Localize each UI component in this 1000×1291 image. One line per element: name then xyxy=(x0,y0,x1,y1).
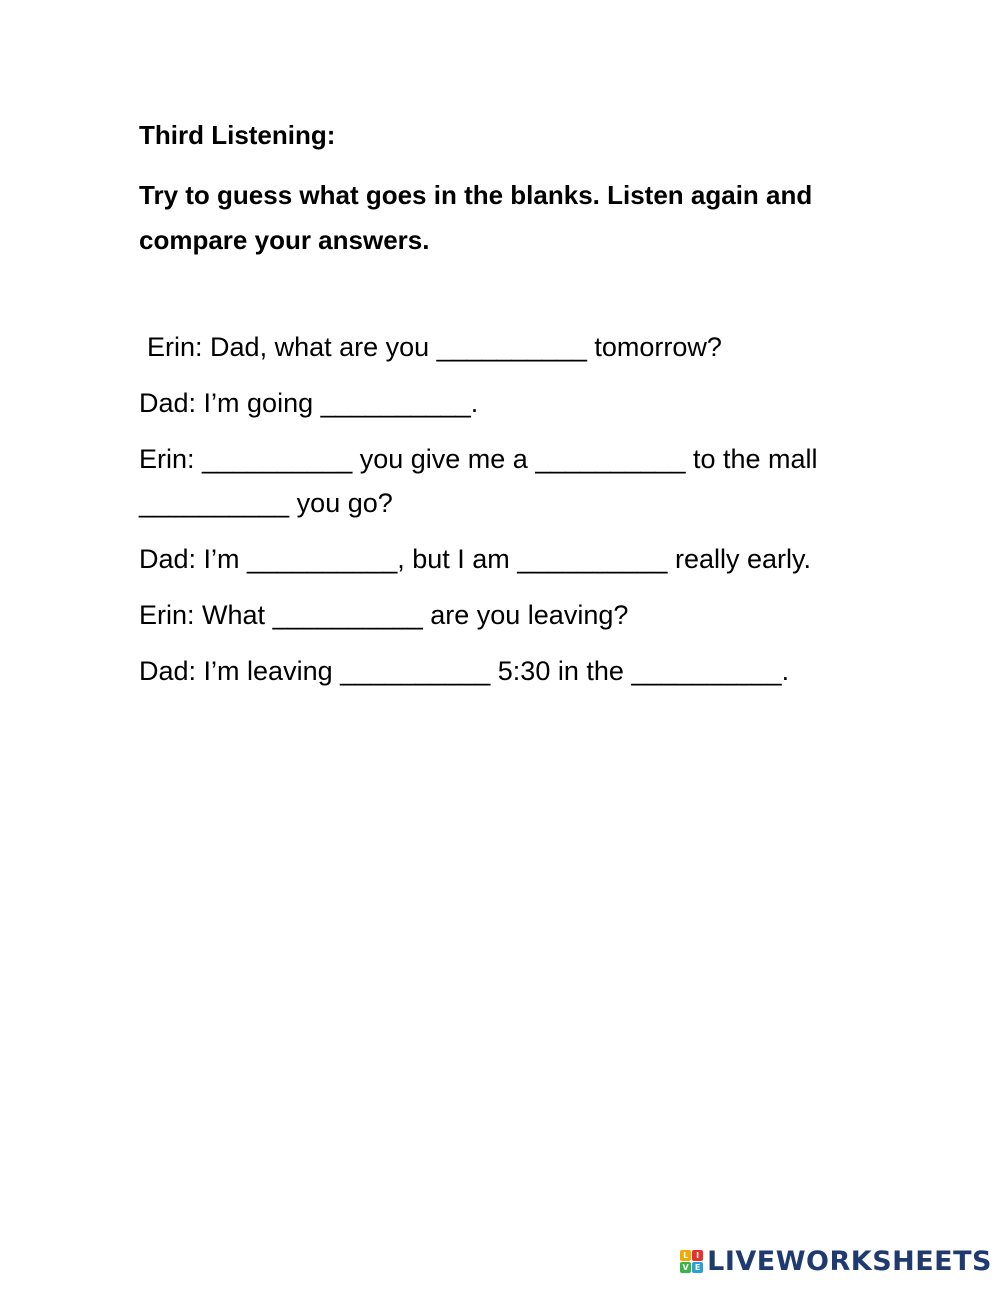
dialogue-text: tomorrow? xyxy=(586,332,722,362)
answer-blank[interactable]: __________ xyxy=(139,488,290,518)
answer-blank[interactable]: __________ xyxy=(340,656,491,686)
dialogue-list xyxy=(139,325,859,705)
dialogue-text: to the mall xyxy=(685,444,818,474)
speaker-label: Dad: xyxy=(139,388,197,418)
dialogue-line-4 xyxy=(139,537,859,581)
instructions-text: Try to guess what goes in the blanks. Listen again and compare your answers. xyxy=(139,180,813,255)
speaker-label: Dad: xyxy=(139,656,197,686)
answer-blank[interactable]: __________ xyxy=(517,544,668,574)
logo-squares-icon xyxy=(680,1250,703,1273)
logo-square: L xyxy=(680,1250,691,1261)
dialogue-line-3 xyxy=(139,437,859,525)
speaker-label: Dad: xyxy=(139,544,197,574)
dialogue-text: I’m leaving xyxy=(196,656,341,686)
answer-blank[interactable]: __________ xyxy=(631,656,782,686)
answer-blank[interactable]: __________ xyxy=(320,388,471,418)
logo-square: V xyxy=(680,1262,691,1273)
logo-wordmark: LIVEWORKSHEETS xyxy=(707,1246,992,1277)
dialogue-text: . xyxy=(470,388,479,418)
dialogue-text: really early. xyxy=(667,544,811,574)
dialogue-text xyxy=(195,444,203,474)
dialogue-text: are you leaving? xyxy=(422,600,629,630)
answer-blank[interactable]: __________ xyxy=(247,544,398,574)
dialogue-line-5 xyxy=(139,593,859,637)
dialogue-text: you give me a xyxy=(352,444,536,474)
page-title: Third Listening: xyxy=(139,120,336,150)
dialogue-text: What xyxy=(194,600,273,630)
speaker-label: Erin: xyxy=(139,600,195,630)
answer-blank[interactable]: __________ xyxy=(436,332,587,362)
dialogue-text: I’m xyxy=(196,544,248,574)
liveworksheets-logo[interactable] xyxy=(680,1246,992,1277)
answer-blank[interactable]: __________ xyxy=(272,600,423,630)
dialogue-text: . xyxy=(781,656,790,686)
dialogue-text: 5:30 in the xyxy=(490,656,632,686)
speaker-label: Erin: xyxy=(147,332,203,362)
speaker-label: Erin: xyxy=(139,444,195,474)
dialogue-text: Dad, what are you xyxy=(202,332,437,362)
dialogue-text: you go? xyxy=(289,488,393,518)
answer-blank[interactable]: __________ xyxy=(535,444,686,474)
answer-blank[interactable]: __________ xyxy=(202,444,353,474)
dialogue-line-2 xyxy=(139,381,859,425)
dialogue-line-6 xyxy=(139,649,859,693)
logo-square: I xyxy=(692,1250,703,1261)
dialogue-text: , but I am xyxy=(397,544,518,574)
dialogue-line-1 xyxy=(139,325,859,369)
dialogue-text: I’m going xyxy=(196,388,321,418)
logo-square: E xyxy=(692,1262,703,1273)
